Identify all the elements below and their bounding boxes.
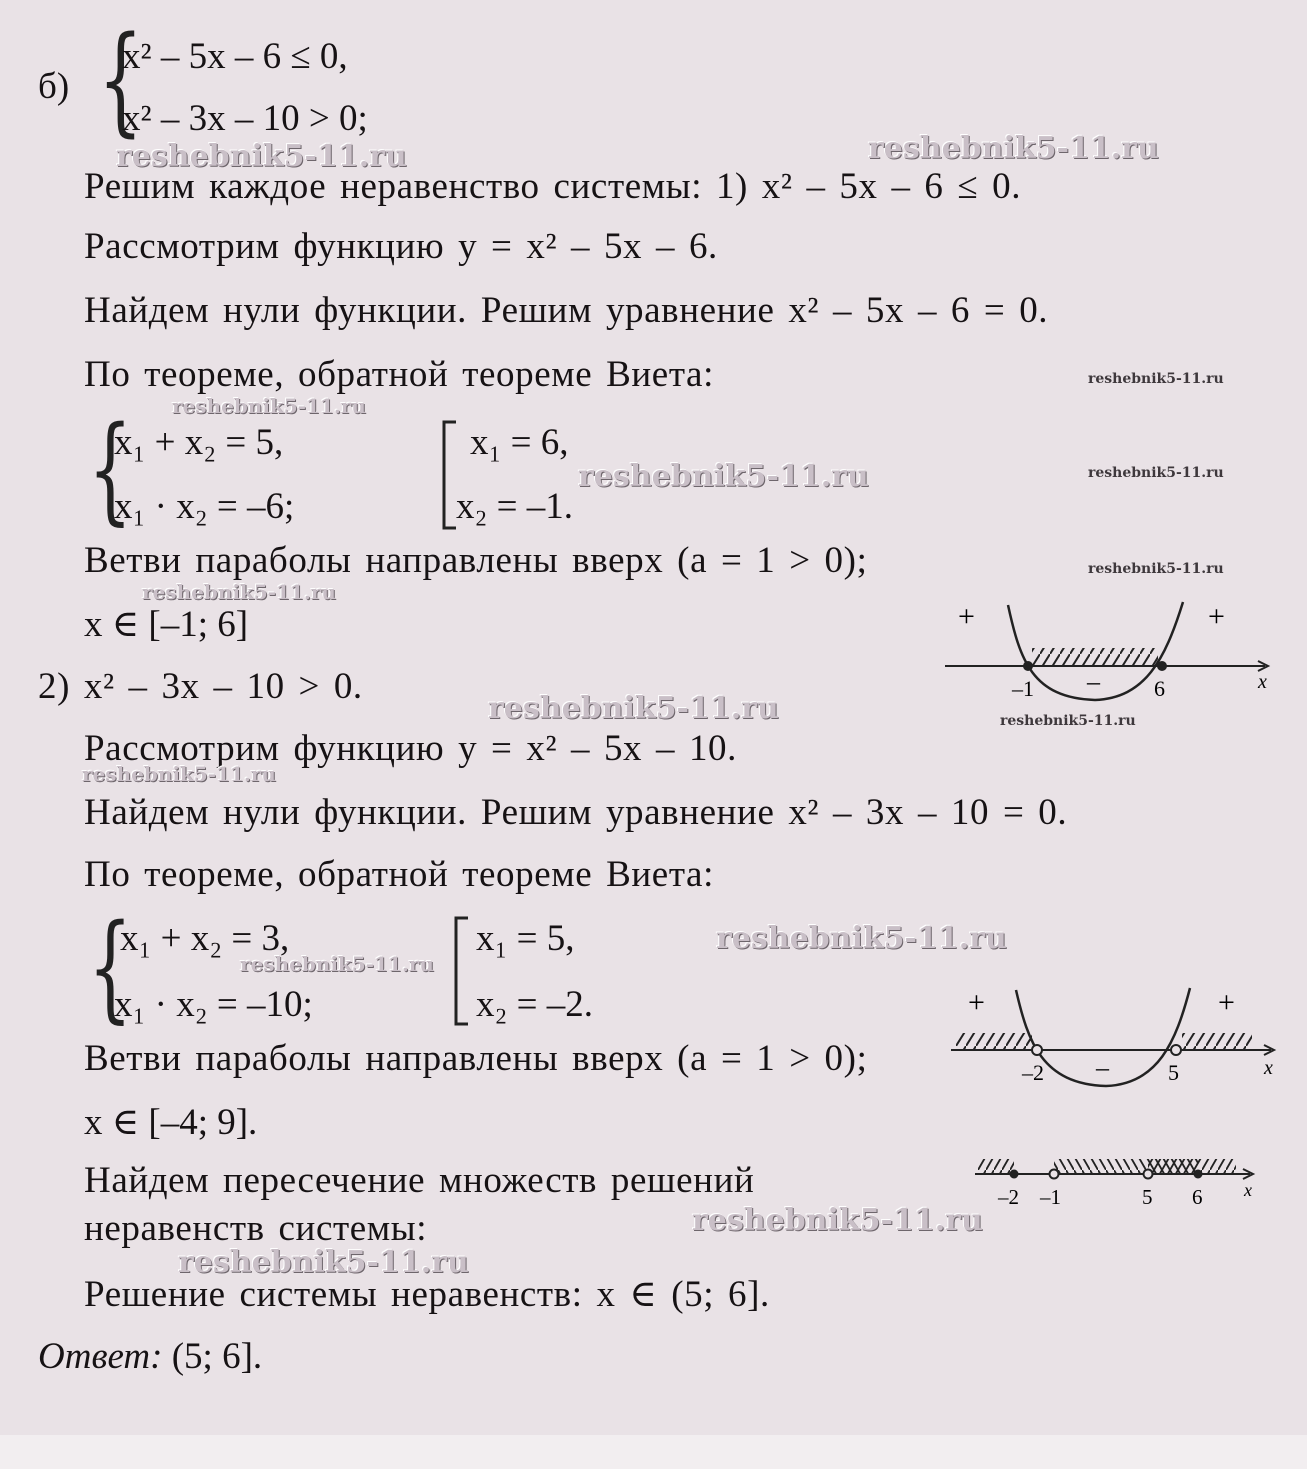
graph-3-shading-second — [1054, 1159, 1198, 1173]
graph-1-plus-right: + — [1208, 600, 1225, 633]
answer-value: (5; 6]. — [171, 1336, 263, 1377]
graph-3-tick-4: 6 — [1192, 1185, 1203, 1209]
step1-function: Рассмотрим функцию y = x² – 5x – 6. — [84, 226, 718, 267]
watermark: reshebnik5-11.ru — [1000, 713, 1136, 729]
watermark: reshebnik5-11.ru — [82, 762, 276, 786]
graph-2-plus-left: + — [968, 986, 985, 1019]
graph-2-root-right: 5 — [1168, 1060, 1179, 1085]
watermark: reshebnik5-11.ru — [578, 459, 869, 494]
watermark: reshebnik5-11.ru — [1088, 371, 1224, 387]
step1-vieta: По теореме, обратной теореме Виета: — [84, 354, 714, 395]
step2-zeros: Найдем нули функции. Решим уравнение x² – 3x – 10 = 0. — [84, 792, 1068, 833]
step1-branches: Ветви параболы направлены вверх (a = 1 > 0); — [84, 540, 868, 581]
watermark: reshebnik5-11.ru — [1088, 561, 1224, 577]
graph-1-plus-left: + — [958, 600, 975, 633]
system-line-2: x² – 3x – 10 > 0; — [122, 98, 368, 139]
step2-function: Рассмотрим функцию y = x² – 5x – 10. — [84, 728, 737, 769]
graph-2-root-left: –2 — [1022, 1060, 1044, 1085]
graph-3-point-b — [1050, 1170, 1059, 1179]
watermark: reshebnik5-11.ru — [488, 691, 779, 726]
graph-2 — [946, 982, 1286, 1094]
graph-2-shading-left — [956, 1033, 1032, 1049]
step1-sys-a: x₁ + x₂ = 5, — [114, 422, 284, 463]
step1-sys-b: x₁ · x₂ = –6; — [114, 486, 295, 527]
intersection-line-1: Найдем пересечение множеств решений — [84, 1160, 755, 1201]
step2-sys-b: x₁ · x₂ = –10; — [114, 984, 313, 1025]
step2-result: x ∈ [–4; 9]. — [84, 1102, 258, 1143]
graph-2-point-left — [1032, 1045, 1042, 1055]
step2-branches: Ветви параболы направлены вверх (a = 1 > 0); — [84, 1038, 868, 1079]
step2-set-bracket — [452, 916, 474, 1028]
page-bottom-edge — [0, 1435, 1307, 1469]
step1-sys-brace: { — [88, 402, 133, 537]
watermark: reshebnik5-11.ru — [142, 580, 336, 604]
step2-intro: 2) x² – 3x – 10 > 0. — [38, 666, 363, 707]
step2-sys-a: x₁ + x₂ = 3, — [120, 918, 290, 959]
system-line-1: x² – 5x – 6 ≤ 0, — [122, 36, 348, 77]
graph-3-tick-2: –1 — [1040, 1185, 1061, 1209]
graph-1-point-left — [1023, 661, 1033, 671]
watermark: reshebnik5-11.ru — [178, 1245, 469, 1280]
graph-2-minus: – — [1096, 1053, 1109, 1082]
graph-1-minus: – — [1087, 667, 1100, 696]
step2-root-2: x₂ = –2. — [476, 984, 594, 1025]
graph-2-point-right — [1171, 1045, 1181, 1055]
system-brace: { — [98, 10, 144, 148]
answer-label: Ответ: — [38, 1336, 163, 1377]
graph-1-shading — [1032, 648, 1158, 665]
graph-1-root-right: 6 — [1154, 676, 1165, 701]
graph-3-point-c — [1144, 1170, 1153, 1179]
graph-2-axis-label: x — [1264, 1057, 1273, 1079]
step1-root-2: x₂ = –1. — [456, 486, 574, 527]
graph-3-shading-first-left — [978, 1159, 1014, 1173]
step2-root-1: x₁ = 5, — [476, 918, 575, 959]
watermark: reshebnik5-11.ru — [240, 952, 434, 976]
watermark: reshebnik5-11.ru — [716, 921, 1007, 956]
step2-vieta: По теореме, обратной теореме Виета: — [84, 854, 714, 895]
graph-3-tick-3: 5 — [1142, 1185, 1153, 1209]
graph-2-shading-right — [1182, 1033, 1252, 1049]
part-label: б) — [38, 66, 70, 107]
graph-3-axis-label: x — [1244, 1180, 1252, 1200]
graph-1 — [940, 590, 1280, 720]
watermark: reshebnik5-11.ru — [116, 139, 407, 174]
solution-line: Решение системы неравенств: x ∈ (5; 6]. — [84, 1274, 770, 1315]
intersection-line-2: неравенств системы: — [84, 1208, 428, 1249]
graph-1-point-right — [1157, 661, 1167, 671]
watermark: reshebnik5-11.ru — [172, 394, 366, 418]
step1-result: x ∈ [–1; 6] — [84, 604, 249, 645]
watermark: reshebnik5-11.ru — [692, 1203, 983, 1238]
graph-1-root-left: –1 — [1012, 676, 1034, 701]
watermark: reshebnik5-11.ru — [1088, 465, 1224, 481]
graph-3 — [970, 1142, 1270, 1212]
graph-2-plus-right: + — [1218, 986, 1235, 1019]
watermark: reshebnik5-11.ru — [868, 131, 1159, 166]
step2-sys-brace: { — [88, 900, 133, 1035]
graph-1-axis-label: x — [1258, 671, 1267, 693]
step1-intro: Решим каждое неравенство системы: 1) x² – 5x – 6 ≤ 0. — [84, 166, 1022, 207]
step1-root-1: x₁ = 6, — [470, 422, 569, 463]
answer-line — [38, 1338, 262, 1375]
step1-zeros: Найдем нули функции. Решим уравнение x² – 5x – 6 = 0. — [84, 290, 1049, 331]
graph-3-point-a — [1010, 1170, 1019, 1179]
graph-3-tick-1: –2 — [998, 1185, 1019, 1209]
graph-3-point-d — [1194, 1170, 1203, 1179]
